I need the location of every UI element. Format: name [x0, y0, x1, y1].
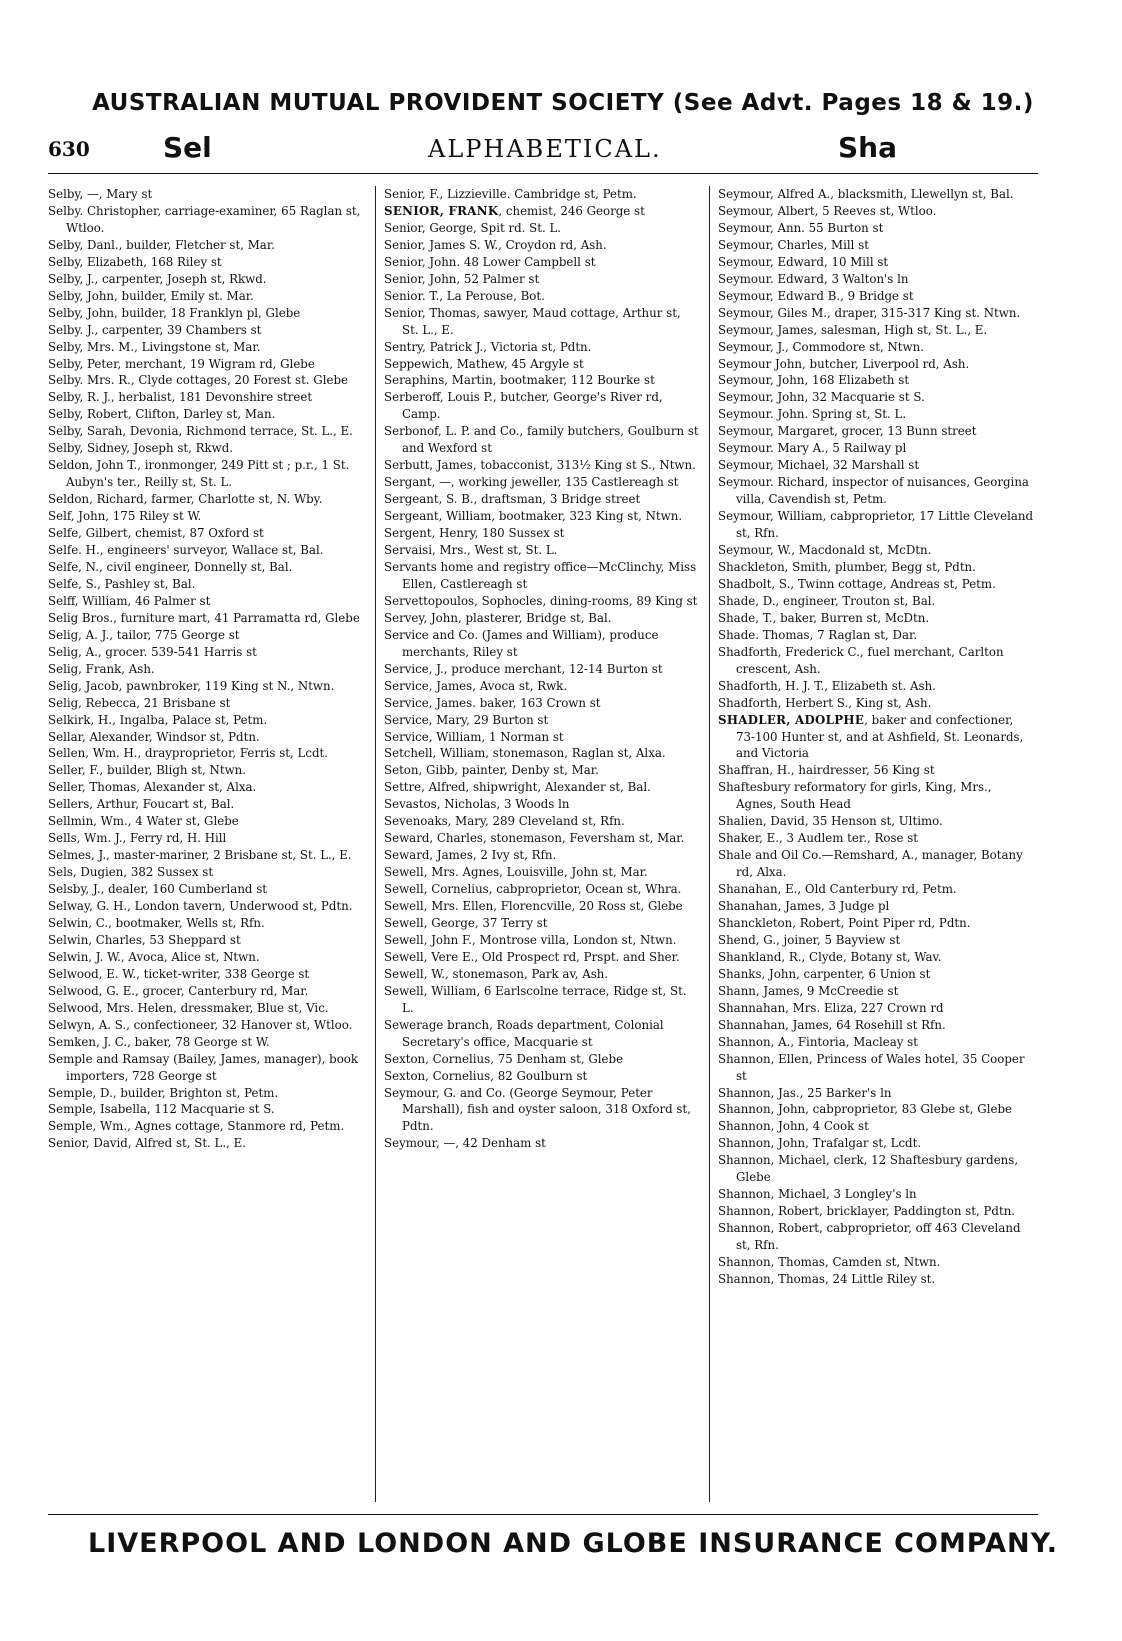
directory-entry: Shaffran, H., hairdresser, 56 King st — [718, 763, 935, 778]
directory-entry: Selfe. H., engineers' surveyor, Wallace st, Bal. — [48, 543, 324, 558]
footer-rule — [48, 1514, 1038, 1515]
directory-entry: Selwin, C., bootmaker, Wells st, Rfn. — [48, 915, 265, 930]
directory-entry: Shadforth, Herbert S., King st, Ash. — [718, 695, 932, 710]
directory-entry: Service, James, Avoca st, Rwk. — [384, 678, 568, 693]
directory-entry: Seymour, Edward, 10 Mill st — [718, 254, 889, 269]
directory-entry: Shade. Thomas, 7 Raglan st, Dar. — [718, 627, 918, 642]
directory-entry: Selwood, E. W., ticket-writer, 338 George st — [48, 966, 310, 981]
directory-entry: Shadbolt, S., Twinn cottage, Andreas st, Petm. — [718, 576, 996, 591]
directory-entry: Shalien, David, 35 Henson st, Ultimo. — [718, 814, 943, 829]
directory-entry: Seymour John, butcher, Liverpool rd, Ash. — [718, 356, 970, 371]
directory-entry: Servettopoulos, Sophocles, dining-rooms, 89 King st — [384, 593, 698, 608]
directory-entry: Servants home and registry office—McClinchy, Miss Ellen, Castlereagh st — [384, 559, 697, 591]
directory-entry: Sergeant, S. B., draftsman, 3 Bridge street — [384, 492, 641, 507]
directory-entry: Shade, D., engineer, Trouton st, Bal. — [718, 593, 936, 608]
directory-entry: Semken, J. C., baker, 78 George st W. — [48, 1034, 270, 1049]
directory-entry: Seraphins, Martin, bootmaker, 112 Bourke st — [384, 373, 655, 388]
directory-entry: Sewell, John F., Montrose villa, London st, Ntwn. — [384, 932, 677, 947]
directory-entry: Shannon, Michael, 3 Longley's ln — [718, 1187, 917, 1202]
directory-entry: Serberoff, Louis P., butcher, George's River rd, Camp. — [384, 390, 663, 422]
directory-entry: Shannahan, Mrs. Eliza, 227 Crown rd — [718, 1000, 944, 1015]
directory-entry: Service, J., produce merchant, 12-14 Burton st — [384, 661, 663, 676]
directory-entry: Shannon, Robert, bricklayer, Paddington st, Pdtn. — [718, 1204, 1016, 1219]
page-number: 630 — [48, 137, 90, 161]
directory-entry: Senior, James S. W., Croydon rd, Ash. — [384, 237, 607, 252]
directory-entry: Sewerage branch, Roads department, Colonial Secretary's office, Macquarie st — [384, 1017, 664, 1049]
directory-entry: Seldon, John T., ironmonger, 249 Pitt st ; p.r., 1 St. Aubyn's ter., Reilly st, St. L. — [48, 458, 350, 490]
directory-entry: SHADLER, ADOLPHE, baker and confectioner, 73-100 Hunter st, and at Ashfield, St. Leonards, and Victoria — [718, 712, 1024, 761]
directory-entry: Senior. T., La Perouse, Bot. — [384, 288, 545, 303]
directory-entry: Service, James. baker, 163 Crown st — [384, 695, 601, 710]
directory-entry: Seymour, James, salesman, High st, St. L., E. — [718, 322, 988, 337]
directory-entry: Shann, James, 9 McCreedie st — [718, 983, 899, 998]
directory-entry: Selway, G. H., London tavern, Underwood st, Pdtn. — [48, 899, 353, 914]
directory-entry: Seymour, Michael, 32 Marshall st — [718, 458, 920, 473]
directory-entry: Selby, Sidney, Joseph st, Rkwd. — [48, 441, 234, 456]
directory-entry: Selwyn, A. S., confectioneer, 32 Hanover st, Wtloo. — [48, 1017, 353, 1032]
directory-entry: Sewell, Mrs. Ellen, Florencville, 20 Ross st, Glebe — [384, 899, 683, 914]
directory-entry: Seymour, John, 168 Elizabeth st — [718, 373, 910, 388]
advertisement-banner-bottom: LIVERPOOL AND LONDON AND GLOBE INSURANCE COMPANY. — [88, 1528, 1058, 1559]
directory-entry: Shanahan, James, 3 Judge pl — [718, 899, 890, 914]
directory-entry: Selfe, N., civil engineer, Donnelly st, Bal. — [48, 559, 293, 574]
column-divider — [375, 186, 376, 1502]
directory-entry: Seymour. John. Spring st, St. L. — [718, 407, 907, 422]
directory-entry: Shanahan, E., Old Canterbury rd, Petm. — [718, 882, 957, 897]
directory-entry: Seward, James, 2 Ivy st, Rfn. — [384, 848, 557, 863]
directory-entry: Shadforth, Frederick C., fuel merchant, Carlton crescent, Ash. — [718, 644, 1004, 676]
directory-entry: Seller, Thomas, Alexander st, Alxa. — [48, 780, 257, 795]
directory-entry: Shaker, E., 3 Audlem ter., Rose st — [718, 831, 919, 846]
directory-entry: Sewell, George, 37 Terry st — [384, 915, 548, 930]
directory-entry: Seymour. Richard, inspector of nuisances, Georgina villa, Cavendish st, Petm. — [718, 475, 1029, 507]
directory-entry: Selby, Robert, Clifton, Darley st, Man. — [48, 407, 276, 422]
directory-entry: Selig Bros., furniture mart, 41 Parramatta rd, Glebe — [48, 610, 360, 625]
directory-entry: Seward, Charles, stonemason, Feversham st, Mar. — [384, 831, 685, 846]
directory-entry: Sexton, Cornelius, 75 Denham st, Glebe — [384, 1051, 624, 1066]
directory-entry: Seymour. Edward, 3 Walton's ln — [718, 271, 909, 286]
directory-entry: Shend, G., joiner, 5 Bayview st — [718, 932, 901, 947]
directory-entry: Selig, Frank, Ash. — [48, 661, 155, 676]
directory-entry: Senior, F., Lizzieville. Cambridge st, Petm. — [384, 187, 637, 201]
directory-entry: Senior, John, 52 Palmer st — [384, 271, 540, 286]
directory-entry: Seymour, John, 32 Macquarie st S. — [718, 390, 925, 405]
directory-entry: Semple, D., builder, Brighton st, Petm. — [48, 1085, 279, 1100]
directory-entry: Seldon, Richard, farmer, Charlotte st, N. Wby. — [48, 492, 323, 507]
directory-entry: Shannon, Michael, clerk, 12 Shaftesbury gardens, Glebe — [718, 1153, 1019, 1185]
directory-entry: Selkirk, H., Ingalba, Palace st, Petm. — [48, 712, 268, 727]
advertisement-banner-top: AUSTRALIAN MUTUAL PROVIDENT SOCIETY (See Advt. Pages 18 & 19.) — [92, 90, 1034, 116]
directory-entry: Seppewich, Mathew, 45 Argyle st — [384, 356, 584, 371]
directory-entry: Selsby, J., dealer, 160 Cumberland st — [48, 882, 268, 897]
directory-entry: Seymour, —, 42 Denham st — [384, 1136, 546, 1151]
directory-entry: Shannon, Thomas, Camden st, Ntwn. — [718, 1255, 941, 1270]
directory-entry: Sewell, Vere E., Old Prospect rd, Prspt. and Sher. — [384, 949, 680, 964]
directory-entry: Seymour, Albert, 5 Reeves st, Wtloo. — [718, 203, 937, 218]
directory-entry: Selig, A., grocer. 539-541 Harris st — [48, 644, 257, 659]
directory-entry: Sewell, William, 6 Earlscolne terrace, Ridge st, St. L. — [384, 983, 687, 1015]
directory-entry: Selig, Jacob, pawnbroker, 119 King st N., Ntwn. — [48, 678, 335, 693]
directory-entry: Sergant, —, working jeweller, 135 Castlereagh st — [384, 475, 679, 490]
directory-entry: Shannon, John, Trafalgar st, Lcdt. — [718, 1136, 922, 1151]
directory-entry: Selby, John, builder, Emily st. Mar. — [48, 288, 254, 303]
directory-entry: Selfe, S., Pashley st, Bal. — [48, 576, 196, 591]
directory-entry: Selby, Peter, merchant, 19 Wigram rd, Glebe — [48, 356, 315, 371]
column-divider — [709, 186, 710, 1502]
directory-entry: Selby, Danl., builder, Fletcher st, Mar. — [48, 237, 275, 252]
directory-entry: Seymour, W., Macdonald st, McDtn. — [718, 543, 932, 558]
directory-entry: Servey, John, plasterer, Bridge st, Bal. — [384, 610, 612, 625]
directory-entry: Senior, George, Spit rd. St. L. — [384, 220, 562, 235]
directory-entry: Serbutt, James, tobacconist, 313½ King st S., Ntwn. — [384, 458, 696, 473]
directory-entry: Semple, Isabella, 112 Macquarie st S. — [48, 1102, 275, 1117]
directory-entry: Seymour, Giles M., draper, 315-317 King st. Ntwn. — [718, 305, 1021, 320]
directory-entry: Selby. Christopher, carriage-examiner, 65 Raglan st, Wtloo. — [48, 203, 361, 235]
directory-entry: Seymour, Ann. 55 Burton st — [718, 220, 884, 235]
directory-entry: Selmes, J., master-mariner, 2 Brisbane st, St. L., E. — [48, 848, 352, 863]
directory-entry: Seymour, Charles, Mill st — [718, 237, 870, 252]
directory-entry: Shannon, Thomas, 24 Little Riley st. — [718, 1272, 936, 1286]
directory-entry: Sels, Dugien, 382 Sussex st — [48, 865, 214, 880]
directory-entry: Selwood, G. E., grocer, Canterbury rd, Mar. — [48, 983, 309, 998]
directory-entry: Sevastos, Nicholas, 3 Woods ln — [384, 797, 570, 812]
directory-entry: Seton, Gibb, painter, Denby st, Mar. — [384, 763, 599, 778]
directory-entry: Seymour, William, cabproprietor, 17 Little Cleveland st, Rfn. — [718, 509, 1034, 541]
directory-entry: Selby, —, Mary st — [48, 187, 153, 201]
directory-entry: Senior, John. 48 Lower Campbell st — [384, 254, 596, 269]
directory-entry: Sergent, Henry, 180 Sussex st — [384, 526, 565, 541]
directory-entry: Sewell, Cornelius, cabproprietor, Ocean st, Whra. — [384, 882, 682, 897]
directory-entry: Semple and Ramsay (Bailey, James, manager), book importers, 728 George st — [48, 1051, 359, 1083]
directory-entry: Selig, Rebecca, 21 Brisbane st — [48, 695, 231, 710]
directory-entry: Shankland, R., Clyde, Botany st, Wav. — [718, 949, 942, 964]
directory-entry: Seller, F., builder, Bligh st, Ntwn. — [48, 763, 247, 778]
directory-entry: Selby. Mrs. R., Clyde cottages, 20 Forest st. Glebe — [48, 373, 349, 388]
directory-entry: Shannon, John, 4 Cook st — [718, 1119, 869, 1134]
directory-entry: Sells, Wm. J., Ferry rd, H. Hill — [48, 831, 227, 846]
directory-entry: Sellar, Alexander, Windsor st, Pdtn. — [48, 729, 260, 744]
directory-entry: Sevenoaks, Mary, 289 Cleveland st, Rfn. — [384, 814, 625, 829]
directory-column-2 — [384, 186, 700, 1502]
directory-entry: Senior, Thomas, sawyer, Maud cottage, Arthur st, St. L., E. — [384, 305, 681, 337]
directory-entry: Shannon, Robert, cabproprietor, off 463 Cleveland st, Rfn. — [718, 1221, 1021, 1253]
directory-entry: Selwin, Charles, 53 Sheppard st — [48, 932, 241, 947]
directory-entry: Service, William, 1 Norman st — [384, 729, 564, 744]
directory-column-3 — [718, 186, 1034, 1502]
directory-entry: Shale and Oil Co.—Remshard, A., manager, Botany rd, Alxa. — [718, 848, 1023, 880]
directory-entry: Shannahan, James, 64 Rosehill st Rfn. — [718, 1017, 946, 1032]
directory-entry: Senior, David, Alfred st, St. L., E. — [48, 1136, 247, 1151]
directory-entry: Seymour, Alfred A., blacksmith, Llewellyn st, Bal. — [718, 187, 1014, 201]
directory-entry: SENIOR, FRANK, chemist, 246 George st — [384, 203, 645, 218]
directory-entry: Shannon, John, cabproprietor, 83 Glebe st, Glebe — [718, 1102, 1012, 1117]
directory-entry: Service and Co. (James and William), produce merchants, Riley st — [384, 627, 659, 659]
directory-entry: Sewell, W., stonemason, Park av, Ash. — [384, 966, 609, 981]
directory-entry: Selby, J., carpenter, Joseph st, Rkwd. — [48, 271, 267, 286]
directory-entry: Sellmin, Wm., 4 Water st, Glebe — [48, 814, 239, 829]
directory-entry: Shackleton, Smith, plumber, Begg st, Pdtn. — [718, 559, 976, 574]
directory-entry: Seymour. Mary A., 5 Railway pl — [718, 441, 907, 456]
directory-entry: Selby. J., carpenter, 39 Chambers st — [48, 322, 262, 337]
directory-entry: Service, Mary, 29 Burton st — [384, 712, 549, 727]
directory-entry: Serbonof, L. P. and Co., family butchers, Goulburn st and Wexford st — [384, 424, 699, 456]
right-guide-word: Sha — [838, 131, 897, 164]
directory-entry: Sewell, Mrs. Agnes, Louisville, John st, Mar. — [384, 865, 648, 880]
directory-entry: Servaisi, Mrs., West st, St. L. — [384, 543, 558, 558]
directory-entry: Shannon, A., Fintoria, Macleay st — [718, 1034, 918, 1049]
directory-entry: Shanks, John, carpenter, 6 Union st — [718, 966, 931, 981]
directory-entry: Shaftesbury reformatory for girls, King, Mrs., Agnes, South Head — [718, 780, 992, 812]
directory-entry: Selwood, Mrs. Helen, dressmaker, Blue st, Vic. — [48, 1000, 329, 1015]
directory-entry: Sergeant, William, bootmaker, 323 King st, Ntwn. — [384, 509, 683, 524]
section-title: ALPHABETICAL. — [428, 135, 662, 163]
directory-entry: Shannon, Ellen, Princess of Wales hotel, 35 Cooper st — [718, 1051, 1025, 1083]
directory-entry: Selfe, Gilbert, chemist, 87 Oxford st — [48, 526, 264, 541]
directory-entry: Semple, Wm., Agnes cottage, Stanmore rd, Petm. — [48, 1119, 345, 1134]
page-header — [48, 133, 1038, 174]
directory-entry: Sexton, Cornelius, 82 Goulburn st — [384, 1068, 588, 1083]
directory-entry: Selig, A. J., tailor, 775 George st — [48, 627, 240, 642]
directory-entry: Selwin, J. W., Avoca, Alice st, Ntwn. — [48, 949, 260, 964]
directory-entry: Selby, Elizabeth, 168 Riley st — [48, 254, 222, 269]
directory-entry: Sellen, Wm. H., drayproprietor, Ferris st, Lcdt. — [48, 746, 329, 761]
directory-entry: Selby, Sarah, Devonia, Richmond terrace, St. L., E. — [48, 424, 353, 439]
directory-entry: Shade, T., baker, Burren st, McDtn. — [718, 610, 930, 625]
directory-entry: Seymour, Edward B., 9 Bridge st — [718, 288, 914, 303]
directory-entry: Selby, Mrs. M., Livingstone st, Mar. — [48, 339, 261, 354]
directory-column-1 — [48, 186, 364, 1502]
directory-entry: Self, John, 175 Riley st W. — [48, 509, 202, 524]
directory-entry: Shannon, Jas., 25 Barker's ln — [718, 1085, 892, 1100]
directory-entry: Seymour, G. and Co. (George Seymour, Peter Marshall), fish and oyster saloon, 318 Oxford st, Pdtn. — [384, 1085, 691, 1134]
directory-entry: Shadforth, H. J. T., Elizabeth st. Ash. — [718, 678, 936, 693]
directory-entry: Sellers, Arthur, Foucart st, Bal. — [48, 797, 235, 812]
directory-entry: Shanckleton, Robert, Point Piper rd, Pdtn. — [718, 915, 971, 930]
left-guide-word: Sel — [163, 131, 212, 164]
directory-entry: Selby, John, builder, 18 Franklyn pl, Glebe — [48, 305, 301, 320]
directory-entry: Settre, Alfred, shipwright, Alexander st, Bal. — [384, 780, 651, 795]
directory-entry: Setchell, William, stonemason, Raglan st, Alxa. — [384, 746, 666, 761]
directory-columns — [48, 186, 1038, 1502]
directory-entry: Seymour, J., Commodore st, Ntwn. — [718, 339, 924, 354]
directory-entry: Seymour, Margaret, grocer, 13 Bunn street — [718, 424, 977, 439]
directory-entry: Sentry, Patrick J., Victoria st, Pdtn. — [384, 339, 592, 354]
directory-entry: Selby, R. J., herbalist, 181 Devonshire street — [48, 390, 313, 405]
directory-entry: Selff, William, 46 Palmer st — [48, 593, 211, 608]
